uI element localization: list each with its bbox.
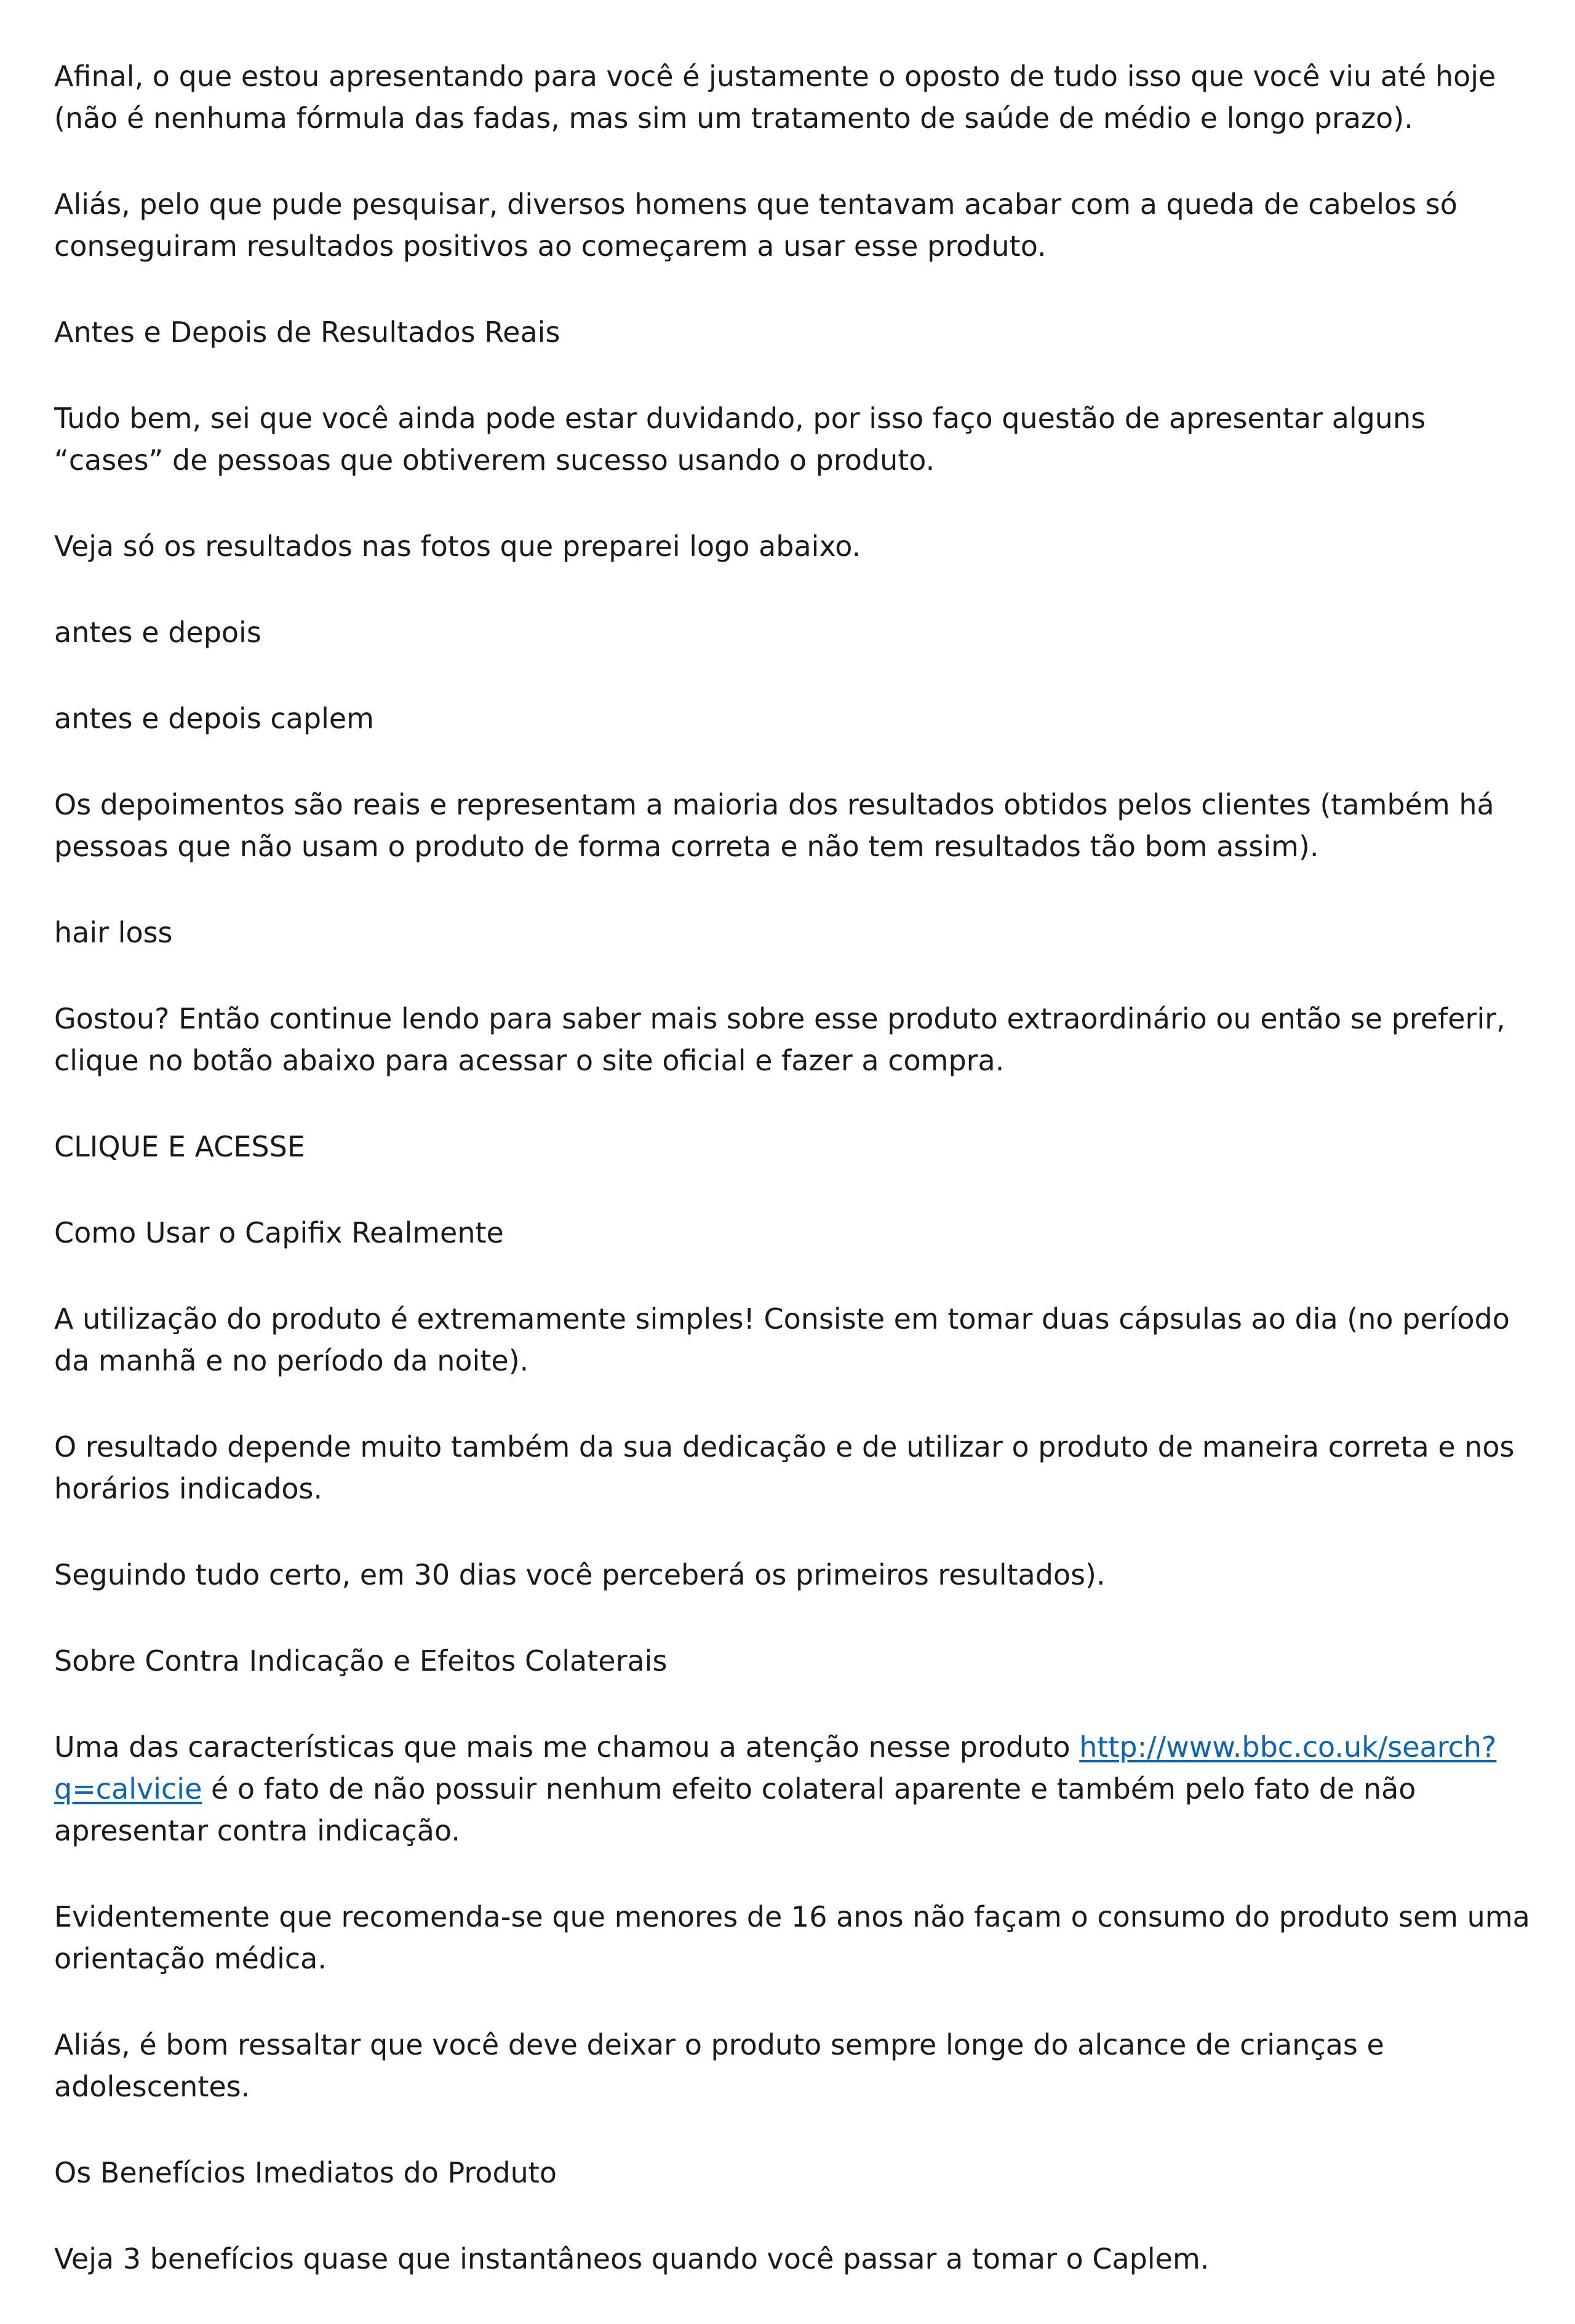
paragraph-text: CLIQUE E ACESSE (54, 1130, 305, 1163)
paragraph-text: A utilização do produto é extremamente simples! Consiste em tomar duas cápsulas ao dia (no período da manhã e no período da noite). (54, 1302, 1510, 1377)
paragraph (54, 2152, 1531, 2194)
paragraph (54, 397, 1531, 481)
paragraph (54, 998, 1531, 1081)
paragraph (54, 1426, 1531, 1510)
paragraph (54, 1298, 1531, 1382)
paragraph-text: Tudo bem, sei que você ainda pode estar duvidando, por isso faço questão de apresentar alguns “cases” de pessoas que obtiverem sucesso usando o produto. (54, 402, 1426, 477)
paragraph-text: O resultado depende muito também da sua dedicação e de utilizar o produto de maneira correta e nos horários indicados. (54, 1430, 1515, 1505)
paragraph-text: Como Usar o Capifix Realmente (54, 1216, 504, 1249)
paragraph (54, 2238, 1531, 2280)
paragraph (54, 183, 1531, 267)
paragraph-text: Os Benefícios Imediatos do Produto (54, 2156, 557, 2189)
paragraph-text: Evidentemente que recomenda-se que menores de 16 anos não façam o consumo do produto sem uma orientação médica. (54, 1900, 1530, 1975)
paragraph (54, 1726, 1531, 1852)
paragraph (54, 1896, 1531, 1980)
paragraph (54, 525, 1531, 567)
paragraph-text: Sobre Contra Indicação e Efeitos Colaterais (54, 1644, 668, 1677)
paragraph-text: Afinal, o que estou apresentando para você é justamente o oposto de tudo isso que você viu até hoje (não é nenhuma fórmula das fadas, mas sim um tratamento de saúde de médio e longo prazo). (54, 60, 1496, 135)
paragraph (54, 55, 1531, 139)
paragraph (54, 1212, 1531, 1254)
paragraph (54, 1554, 1531, 1596)
paragraph-text: Aliás, é bom ressaltar que você deve deixar o produto sempre longe do alcance de crianças e adolescentes. (54, 2028, 1384, 2103)
document-body (54, 55, 1531, 2324)
paragraph (54, 784, 1531, 867)
paragraph-text: Os depoimentos são reais e representam a maioria dos resultados obtidos pelos clientes (também há pessoas que não usam o produto de forma correta e não tem resultados tão bom assim). (54, 788, 1494, 863)
paragraph (54, 1126, 1531, 1168)
paragraph-text: Aliás, pelo que pude pesquisar, diversos homens que tentavam acabar com a queda de cabelos só conseguiram resultados positivos ao começarem a usar esse produto. (54, 188, 1457, 263)
paragraph (54, 2024, 1531, 2107)
paragraph (54, 311, 1531, 353)
paragraph-text: Veja 3 benefícios quase que instantâneos quando você passar a tomar o Caplem. (54, 2242, 1210, 2275)
paragraph-text: Antes e Depois de Resultados Reais (54, 316, 560, 349)
paragraph (54, 912, 1531, 953)
paragraph (54, 611, 1531, 653)
paragraph-text: antes e depois caplem (54, 702, 374, 735)
inline-link[interactable]: http://www.bbc.co.uk/search?q=calvicie (54, 1730, 1497, 1805)
paragraph (54, 698, 1531, 739)
paragraph-text: hair loss (54, 916, 173, 949)
paragraph-text: antes e depois (54, 616, 261, 649)
paragraph-text: é o fato de não possuir nenhum efeito colateral aparente e também pelo fato de não apresentar contra indicação. (54, 1772, 1416, 1847)
paragraph-text: Seguindo tudo certo, em 30 dias você perceberá os primeiros resultados). (54, 1558, 1106, 1591)
paragraph-text: Gostou? Então continue lendo para saber mais sobre esse produto extraordinário ou então se preferir, clique no botão abaixo para acessar o site oficial e fazer a compra. (54, 1002, 1505, 1077)
paragraph-text: Uma das características que mais me chamou a atenção nesse produto (54, 1730, 1080, 1764)
paragraph (54, 1640, 1531, 1682)
paragraph-text: Veja só os resultados nas fotos que preparei logo abaixo. (54, 530, 861, 563)
